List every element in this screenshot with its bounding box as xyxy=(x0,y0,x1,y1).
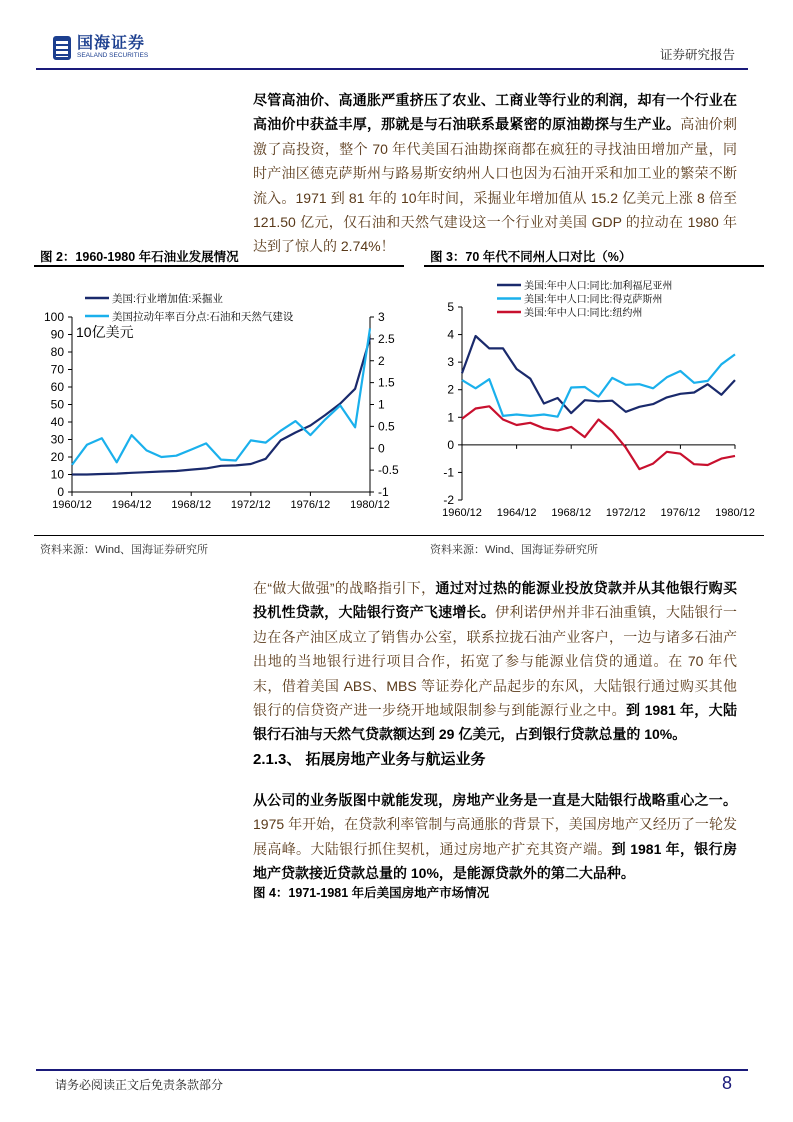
legend-label: 美国:年中人口:同比:纽约州 xyxy=(524,308,643,319)
y-tick-label: 100 xyxy=(43,310,64,324)
series-line-0 xyxy=(72,338,370,475)
x-tick-label: 1976/12 xyxy=(290,499,331,511)
figure-3-rule xyxy=(424,265,764,267)
bold-text-segment: 到 1981 年，银行房地产贷款接近贷款总量的 10%，是能源贷款外的第二大品种。 xyxy=(253,840,737,882)
y2-tick-label: 0 xyxy=(378,441,385,456)
x-tick-label: 1960/12 xyxy=(442,507,482,519)
y2-tick-label: 2 xyxy=(378,353,385,368)
figure-2-chart xyxy=(30,280,405,520)
text-segment: 伊利诺伊州并非石油重镇，大陆银行一边在各产油区成立了销售办公室，联系拉拢石油产业客户，一边与诸多石油产出地的当地银行进行项目合作，拓宽了参与能源业信贷的通道。在 70 年代末，借着美国 ABS、MBS 等证券化产品起步的东风，大陆银行通过购买其他银行的信贷资产进一步绕开地域限制参与到能源行业之中。 xyxy=(253,604,738,719)
series-line-0 xyxy=(462,336,735,413)
logo-name-cn: 国海证券 xyxy=(77,35,146,52)
x-tick-label: 1964/12 xyxy=(111,499,152,511)
section-heading: 2.1.3、 拓展房地产业务与航运业务 xyxy=(253,751,486,768)
y-tick-label: -2 xyxy=(443,493,454,507)
figure-3-source: 资料来源：Wind、国海证券研究所 xyxy=(430,544,599,556)
figure-2-rule xyxy=(34,265,404,267)
footer-disclaimer: 请务必阅读正文后免责条款部分 xyxy=(55,1078,224,1092)
y2-tick-label: 1.5 xyxy=(378,375,395,390)
series-line-1 xyxy=(462,354,735,416)
x-tick-label: 1972/12 xyxy=(605,507,646,519)
company-logo xyxy=(53,36,148,60)
logo-name-en: SEALAND SECURITIES xyxy=(77,52,149,59)
y2-tick-label: 3 xyxy=(378,310,385,324)
x-tick-label: 1968/12 xyxy=(551,507,592,519)
y-tick-label: 3 xyxy=(447,355,454,370)
y-tick-label: 5 xyxy=(447,300,454,314)
y-tick-label: 80 xyxy=(50,345,64,359)
unit-label: 10亿美元 xyxy=(76,324,134,340)
x-tick-label: 1976/12 xyxy=(660,507,701,519)
y-tick-label: 1 xyxy=(447,410,454,425)
y-tick-label: 30 xyxy=(50,432,64,447)
y2-tick-label: -1 xyxy=(378,485,389,499)
y-tick-label: 70 xyxy=(50,362,64,377)
footer-divider xyxy=(36,1069,748,1071)
y-tick-label: -1 xyxy=(443,465,454,480)
figure-2-title: 图 2：1960-1980 年石油业发展情况 xyxy=(40,250,239,264)
x-tick-label: 1964/12 xyxy=(496,507,537,519)
text-segment: 1975 年开始，在贷款利率管制与高通胀的背景下，美国房地产又经历了一轮发展高峰。大陆银行抓住契机，通过房地产扩充其资产端。 xyxy=(253,816,737,857)
figure-2-source: 资料来源：Wind、国海证券研究所 xyxy=(40,544,209,556)
bold-text-segment: 从公司的业务版图中就能发现，房地产业务是一直是大陆银行战略重心之一。 xyxy=(253,792,737,808)
y-tick-label: 2 xyxy=(447,382,454,397)
x-tick-label: 1980/12 xyxy=(350,499,390,511)
page-number: 8 xyxy=(722,1073,733,1093)
text-segment: 高油价刺激了高投资，整个 70 年代美国石油勘探商都在疯狂的寻找油田增加产量，同时产油区德克萨斯州与路易斯安纳州人口也因为石油开采和加工业的繁荣不断流入。1971 到 81 年的 10年时间，采掘业年增加值从 15.2 亿美元上涨 8 倍至 121.50 亿元，仅石油和天然气建设这一个行业对美国 GDP 的拉动在 1980 年达到了惊人的 2.74%！ xyxy=(253,116,738,255)
bold-text-segment: 尽管高油价、高通胀严重挤压了农业、工商业等行业的利润，却有一个行业在高油价中获益丰厚，那就是与石油联系最紧密的原油勘探与生产业。 xyxy=(253,92,737,133)
paragraph-3 xyxy=(253,788,737,886)
bold-text-segment: 到 1981 年，大陆银行石油与天然气贷款额达到 29 亿美元，占到银行贷款总量的 10%。 xyxy=(253,702,737,743)
report-type: 证券研究报告 xyxy=(659,47,735,62)
legend-label: 美国拉动年率百分点:石油和天然气建设 xyxy=(112,311,294,323)
figure-bottom-rule xyxy=(34,535,764,536)
y-tick-label: 90 xyxy=(50,327,64,342)
x-tick-label: 1972/12 xyxy=(230,499,271,511)
paragraph-2 xyxy=(253,576,737,747)
figure-4-title: 图 4：1971-1981 年后美国房地产市场情况 xyxy=(253,886,490,900)
y-tick-label: 40 xyxy=(50,415,64,429)
y-tick-label: 0 xyxy=(447,437,454,452)
bold-text-segment: 通过对过热的能源业投放贷款并从其他银行购买投机性贷款，大陆银行资产飞速增长。 xyxy=(253,580,737,621)
figure-3-chart xyxy=(420,280,765,520)
legend-label: 美国:年中人口:同比:加利福尼亚州 xyxy=(524,281,673,292)
y2-tick-label: 1 xyxy=(378,397,385,412)
y-tick-label: 50 xyxy=(50,397,64,412)
y-tick-label: 0 xyxy=(57,485,64,499)
x-tick-label: 1968/12 xyxy=(171,499,212,511)
x-tick-label: 1960/12 xyxy=(52,499,92,511)
legend-label: 美国:行业增加值:采掘业 xyxy=(112,293,223,305)
series-line-1 xyxy=(72,328,370,465)
x-tick-label: 1980/12 xyxy=(715,507,755,519)
y2-tick-label: 0.5 xyxy=(378,419,395,434)
text-segment: 在“做大做强”的战略指引下， xyxy=(253,580,436,596)
header-divider xyxy=(36,68,748,70)
y-tick-label: 60 xyxy=(50,380,64,394)
y-tick-label: 4 xyxy=(447,327,454,342)
y-tick-label: 20 xyxy=(50,450,64,464)
figure-3-title: 图 3：70 年代不同州人口对比（%） xyxy=(430,250,632,264)
paragraph-1 xyxy=(253,88,737,259)
y2-tick-label: -0.5 xyxy=(378,463,399,478)
y-tick-label: 10 xyxy=(50,467,64,482)
legend-label: 美国:年中人口:同比:得克萨斯州 xyxy=(524,294,663,306)
logo-mark-icon xyxy=(53,36,71,60)
y2-tick-label: 2.5 xyxy=(378,331,395,346)
